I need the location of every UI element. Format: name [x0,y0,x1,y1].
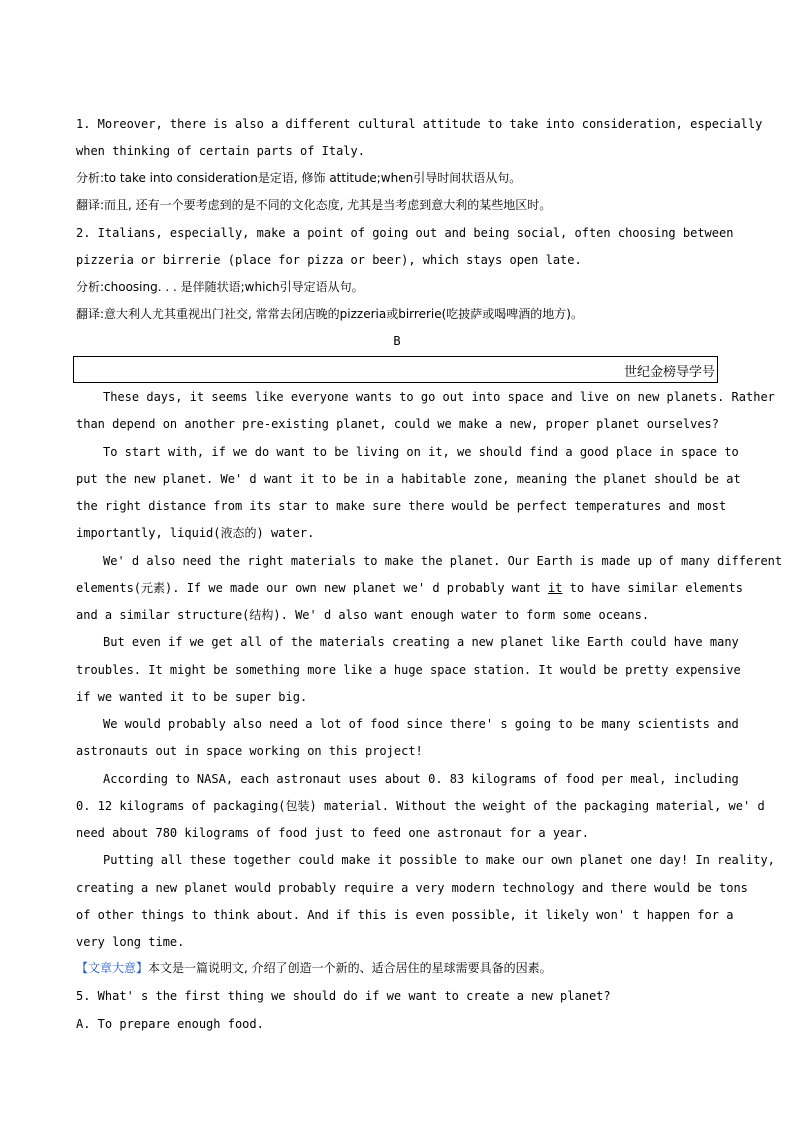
passage-line: if we wanted it to be super big. [76,690,308,704]
summary-tag: 【文章大意】 [76,961,149,975]
q1-analysis: 分析:to take into consideration是定语, 修饰 attitude;when引导时间状语从句。 [76,171,522,185]
q1-sentence-line2: when thinking of certain parts of Italy. [76,144,365,158]
passage-line: We' d also need the right materials to make the planet. Our Earth is made up of many different [103,554,783,568]
passage-line: But even if we get all of the materials creating a new planet like Earth could have many [103,635,739,649]
passage-line: Putting all these together could make it possible to make our own planet one day! In reality, [103,853,775,867]
passage-line: put the new planet. We' d want it to be in a habitable zone, meaning the planet should be at [76,472,741,486]
passage-line: astronauts out in space working on this project! [76,744,423,758]
passage-line: creating a new planet would probably require a very modern technology and there would be tons [76,881,748,895]
q1-sentence-line1: 1. Moreover, there is also a different cultural attitude to take into consideration, especially [76,117,763,131]
q2-analysis: 分析:choosing. . . 是伴随状语;which引导定语从句。 [76,280,364,294]
passage-line: need about 780 kilograms of food just to feed one astronaut for a year. [76,826,589,840]
brand-label: 世纪金榜导学号 [623,365,715,380]
passage-line: than depend on another pre-existing planet, could we make a new, proper planet ourselves? [76,417,719,431]
passage-line: To start with, if we do want to be living on it, we should find a good place in space to [103,445,739,459]
passage-line: troubles. It might be something more like a huge space station. It would be pretty expensive [76,663,741,677]
q2-translation: 翻译:意大利人尤其重视出门社交, 常常去闭店晚的pizzeria或birrerie(吃披萨或喝啤酒的地方)。 [76,307,583,321]
section-label: B [393,334,401,348]
question-5-stem: 5. What' s the first thing we should do if we want to create a new planet? [76,989,611,1003]
q2-sentence-line1: 2. Italians, especially, make a point of going out and being social, often choosing between [76,226,734,240]
passage-line: According to NASA, each astronaut uses about 0. 83 kilograms of food per meal, including [103,772,739,786]
passage-line: 0. 12 kilograms of packaging(包装) material. Without the weight of the packaging material, we' d [76,799,765,813]
passage-line: very long time. [76,935,185,949]
q1-translation: 翻译:而且, 还有一个要考虑到的是不同的文化态度, 尤其是当考虑到意大利的某些地区时。 [76,198,552,212]
passage-line: and a similar structure(结构). We' d also want enough water to form some oceans. [76,608,650,622]
passage-line: of other things to think about. And if this is even possible, it likely won' t happen for a [76,908,734,922]
brand-box [73,356,718,383]
summary-text: 本文是一篇说明文, 介绍了创造一个新的、适合居住的星球需要具备的因素。 [148,961,552,975]
passage-line: the right distance from its star to make sure there would be perfect temperatures and most [76,499,727,513]
passage-line: We would probably also need a lot of food since there' s going to be many scientists and [103,717,739,731]
passage-line: These days, it seems like everyone wants to go out into space and live on new planets. Rather [103,390,775,404]
passage-line: importantly, liquid(液态的) water. [76,526,315,540]
passage-line: elements(元素). If we made our own new planet we' d probably want it to have similar elements [76,581,744,595]
question-5-option-a: A. To prepare enough food. [76,1017,264,1031]
summary [76,960,718,976]
q2-sentence-line2: pizzeria or birrerie (place for pizza or beer), which stays open late. [76,253,582,267]
